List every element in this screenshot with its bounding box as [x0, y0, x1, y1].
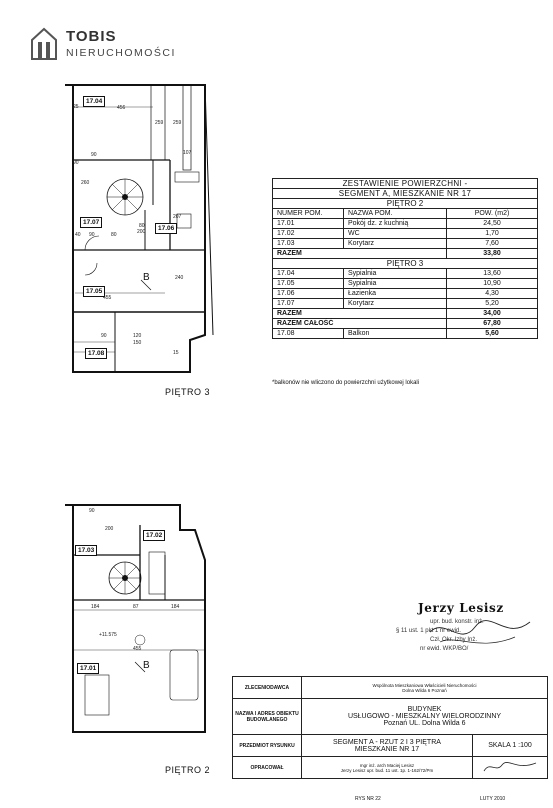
cell: 17.03	[273, 239, 344, 249]
dim-label: 184	[171, 604, 180, 610]
cell: RAZEM	[273, 309, 447, 319]
cell: 7,60	[447, 239, 538, 249]
cell: RAZEM	[273, 249, 447, 259]
cell: RAZEM CAŁOŚĆ	[273, 319, 447, 329]
cell: 17.06	[273, 289, 344, 299]
dim-label: 90	[89, 508, 95, 514]
przedmiot-value: MIESZKANIE NR 17	[354, 745, 420, 753]
floor-plan-level-2-drawing	[55, 500, 220, 740]
table-row-total	[273, 309, 538, 319]
stamp-line: Czł. Okr. Izby Inż.	[430, 637, 478, 643]
dim-label: 87	[133, 604, 139, 610]
table-row	[273, 299, 538, 309]
cell: 17.08	[273, 329, 344, 339]
cell: 17.04	[273, 269, 344, 279]
stamp-line: § 11 ust. 1 pkt 1 nr ewid.	[396, 628, 461, 634]
cell: 34,00	[447, 309, 538, 319]
dim-label: 240	[175, 275, 184, 281]
cell: 5,60	[447, 329, 538, 339]
obiekt-value: Poznań UL. Dolna Wilda 6	[383, 720, 466, 727]
dim-label: 107	[183, 150, 192, 156]
dim-label: 90	[91, 152, 97, 158]
cell: 1,70	[447, 229, 538, 239]
table-title-2: SEGMENT A, MIESZKANIE NR 17	[273, 189, 538, 199]
cell: 17.02	[273, 229, 344, 239]
opracowal-value: mgr inż. arch Maciej Lesisz	[359, 762, 415, 768]
area-summary-table	[272, 178, 538, 339]
cell: Sypialnia	[344, 279, 447, 289]
room-17-06-tag: 17.06	[155, 223, 177, 234]
room-17-07-tag: 17.07	[80, 217, 102, 228]
obiekt-value: USŁUGOWO - MIESZKALNY WIELORODZINNY	[347, 713, 502, 720]
floor-3-heading: PIĘTRO 3	[273, 259, 538, 269]
stamp-line: nr ewid. WKP/BO/	[420, 646, 469, 652]
dim-label: 259	[173, 120, 182, 126]
table-row	[273, 289, 538, 299]
floor-plan-level-3	[55, 80, 220, 385]
floor-plan-level-2	[55, 500, 220, 740]
col-header: POW. (m2)	[447, 209, 538, 219]
floor-label-level-3: PIĘTRO 3	[165, 387, 211, 397]
opracowal-label: OPRACOWAŁ	[233, 757, 302, 779]
room-17-03-tag: 17.03	[75, 545, 97, 556]
dim-label: 90	[101, 333, 107, 339]
cell: 67,80	[447, 319, 538, 329]
author-signature-cell	[473, 757, 548, 779]
author-signature	[480, 759, 540, 775]
drawing-date: LUTY 2010	[480, 796, 506, 802]
dim-label: 200	[137, 229, 146, 235]
table-row	[273, 219, 538, 229]
zleceniodawca-value: Wspólnota Mieszkaniowa Właścicieli Nieruchomości	[372, 682, 477, 688]
title-block	[232, 676, 548, 779]
scale: SKALA 1 :100	[473, 735, 548, 757]
cell: 10,90	[447, 279, 538, 289]
cell: 17.07	[273, 299, 344, 309]
cell: 17.01	[273, 219, 344, 229]
room-17-01-tag: 17.01	[77, 663, 99, 674]
cell: 13,60	[447, 269, 538, 279]
floor-2-heading: PIĘTRO 2	[273, 199, 538, 209]
obiekt-value: BUDYNEK	[407, 706, 442, 713]
table-row-total	[273, 249, 538, 259]
house-logo-icon	[30, 26, 58, 60]
room-17-05-tag: 17.05	[83, 286, 105, 297]
cell: Sypialnia	[344, 269, 447, 279]
dim-label: 184	[91, 604, 100, 610]
signature-scribble	[425, 612, 535, 657]
cell: 17.05	[273, 279, 344, 289]
przedmiot-label: PRZEDMIOT RYSUNKU	[233, 735, 302, 757]
dim-label: 90	[73, 160, 79, 166]
cell: Balkon	[344, 329, 447, 339]
floor-label-level-2: PIĘTRO 2	[165, 765, 211, 775]
cell: Korytarz	[344, 239, 447, 249]
dim-label: 90	[89, 232, 95, 238]
stamp-line: upr. bud. konstr. inż.	[430, 619, 484, 625]
col-header: NUMER POM.	[273, 209, 344, 219]
table-row	[273, 239, 538, 249]
room-17-04-tag: 17.04	[83, 96, 105, 107]
dim-label: 120	[133, 333, 142, 339]
cell: Korytarz	[344, 299, 447, 309]
przedmiot-value: SEGMENT A - RZUT 2 I 3 PIĘTRA	[333, 738, 441, 746]
cell: 24,50	[447, 219, 538, 229]
dim-label: 260	[81, 180, 90, 186]
zleceniodawca-label: ZLECENIODAWCA	[233, 677, 302, 699]
cell: Łazienka	[344, 289, 447, 299]
table-row-balcony	[273, 329, 538, 339]
dim-label: 455	[133, 646, 142, 652]
dim-label: 25	[73, 104, 79, 110]
table-row-grand-total	[273, 319, 538, 329]
dim-label: 15	[173, 350, 179, 356]
brand-subtitle: NIERUCHOMOŚCI	[66, 47, 176, 59]
dim-label: 456	[117, 105, 126, 111]
zleceniodawca-value: Dolna Wilda 6 Poznań	[402, 687, 447, 693]
cell: 5,20	[447, 299, 538, 309]
dim-label: 80	[111, 232, 117, 238]
cell: 4,30	[447, 289, 538, 299]
brand-name: TOBIS	[66, 28, 117, 45]
dim-label: 150	[133, 340, 142, 346]
cell: Pokój dz. z kuchnią	[344, 219, 447, 229]
cell: 33,80	[447, 249, 538, 259]
dim-label: 80	[139, 223, 145, 229]
room-17-08-tag: 17.08	[85, 348, 107, 359]
table-row	[273, 279, 538, 289]
dim-label: 207	[173, 214, 182, 220]
table-title-1: ZESTAWIENIE POWIERZCHNI -	[273, 179, 538, 189]
section-mark-b: B	[143, 272, 150, 283]
table-row	[273, 229, 538, 239]
dim-label: 40	[75, 232, 81, 238]
section-mark-b: B	[143, 660, 150, 671]
obiekt-label: NAZWA I ADRES OBIEKTU BUDOWLANEGO	[233, 699, 302, 735]
table-row	[273, 269, 538, 279]
balcony-note: *balkonów nie wliczono do powierzchni użytkowej lokali	[272, 380, 420, 386]
cell: WC	[344, 229, 447, 239]
dim-label: 455	[103, 295, 112, 301]
dim-label: 259	[155, 120, 164, 126]
level-mark: +11.575	[99, 632, 117, 638]
drawing-number: RYS NR 22	[355, 796, 381, 802]
room-17-02-tag: 17.02	[143, 530, 165, 541]
dim-label: 200	[105, 526, 114, 532]
stamp-name: Jerzy Lesisz	[418, 601, 504, 615]
col-header: NAZWA POM.	[344, 209, 447, 219]
opracowal-value: Jerzy Lesisz upr. bud. 11 ust. 1p. 1-162/72/Pm	[340, 767, 434, 773]
